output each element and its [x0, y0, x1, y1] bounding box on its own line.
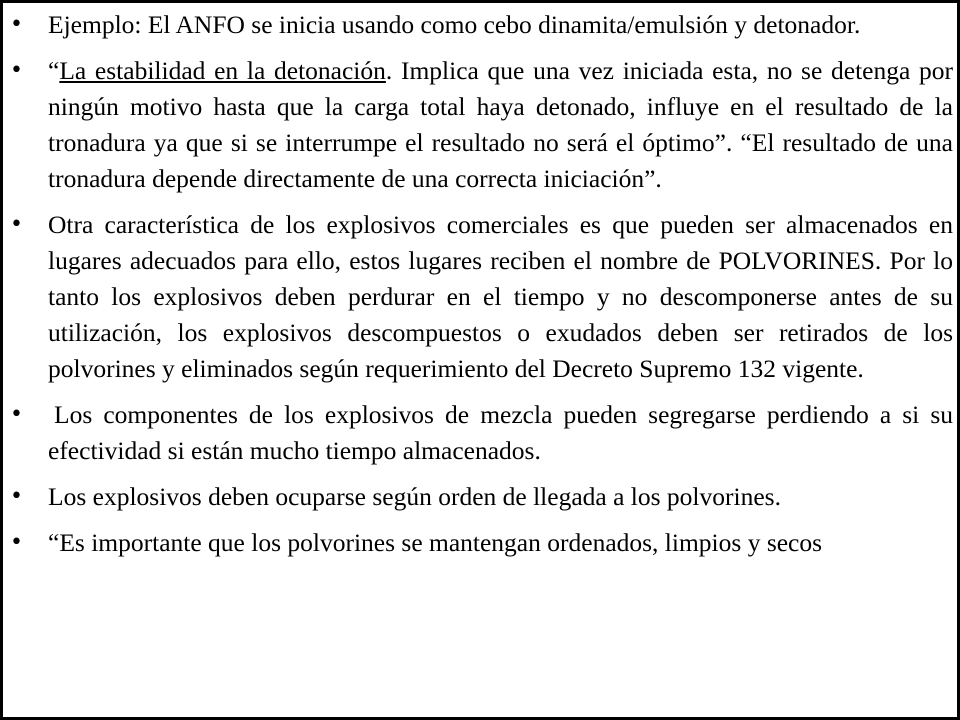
bullet-text: Ejemplo: El ANFO se inicia usando como cebo dinamita/emulsión y detonador. [48, 10, 861, 39]
bullet-dot-icon: • [10, 58, 23, 83]
bullet-list [3, 7, 957, 571]
bullet-text: Los componentes de los explosivos de mezcla pueden segregarse perdiendo a si su efectividad si están mucho tiempo almacenados. [48, 400, 953, 465]
bullet-dot-icon: • [10, 212, 23, 237]
bullet-item-ordenados [3, 525, 957, 561]
bullet-text: Los explosivos deben ocuparse según orden de llegada a los polvorines. [48, 482, 781, 511]
bullet-text: Otra característica de los explosivos comerciales es que pueden ser almacenados en lugares adecuados para ello, estos lugares reciben el nombre de POLVORINES. Por lo tanto los explosivos deben perdurar en el tiempo y no descomponerse antes de su utilización, los explosivos descompuestos o exudados deben ser retirados de los polvorines y eliminados según requerimiento del Decreto Supremo 132 vigente. [48, 210, 953, 383]
bullet-dot-icon: • [10, 484, 23, 509]
open-quote: “ [48, 56, 60, 85]
bullet-text: “Es importante que los polvorines se mantengan ordenados, limpios y secos [48, 528, 823, 557]
bullet-item-anfo [3, 7, 957, 43]
bullet-item-orden [3, 479, 957, 515]
bullet-item-componentes [3, 397, 957, 469]
bullet-dot-icon: • [10, 530, 23, 555]
bullet-item-estabilidad [3, 53, 957, 197]
bullet-dot-icon: • [10, 12, 23, 37]
bullet-item-polvorines [3, 207, 957, 387]
bullet-dot-icon: • [10, 402, 23, 427]
bullet-text: . Implica que una vez iniciada esta, no se detenga por ningún motivo hasta que la carga total haya detonado, influye en el resultado de la tronadura ya que si se interrumpe el resultado no será el óptimo”. “El resultado de una tronadura depende directamente de una correcta iniciación”. [48, 56, 953, 193]
underlined-term: La estabilidad en la detonación [59, 56, 386, 85]
